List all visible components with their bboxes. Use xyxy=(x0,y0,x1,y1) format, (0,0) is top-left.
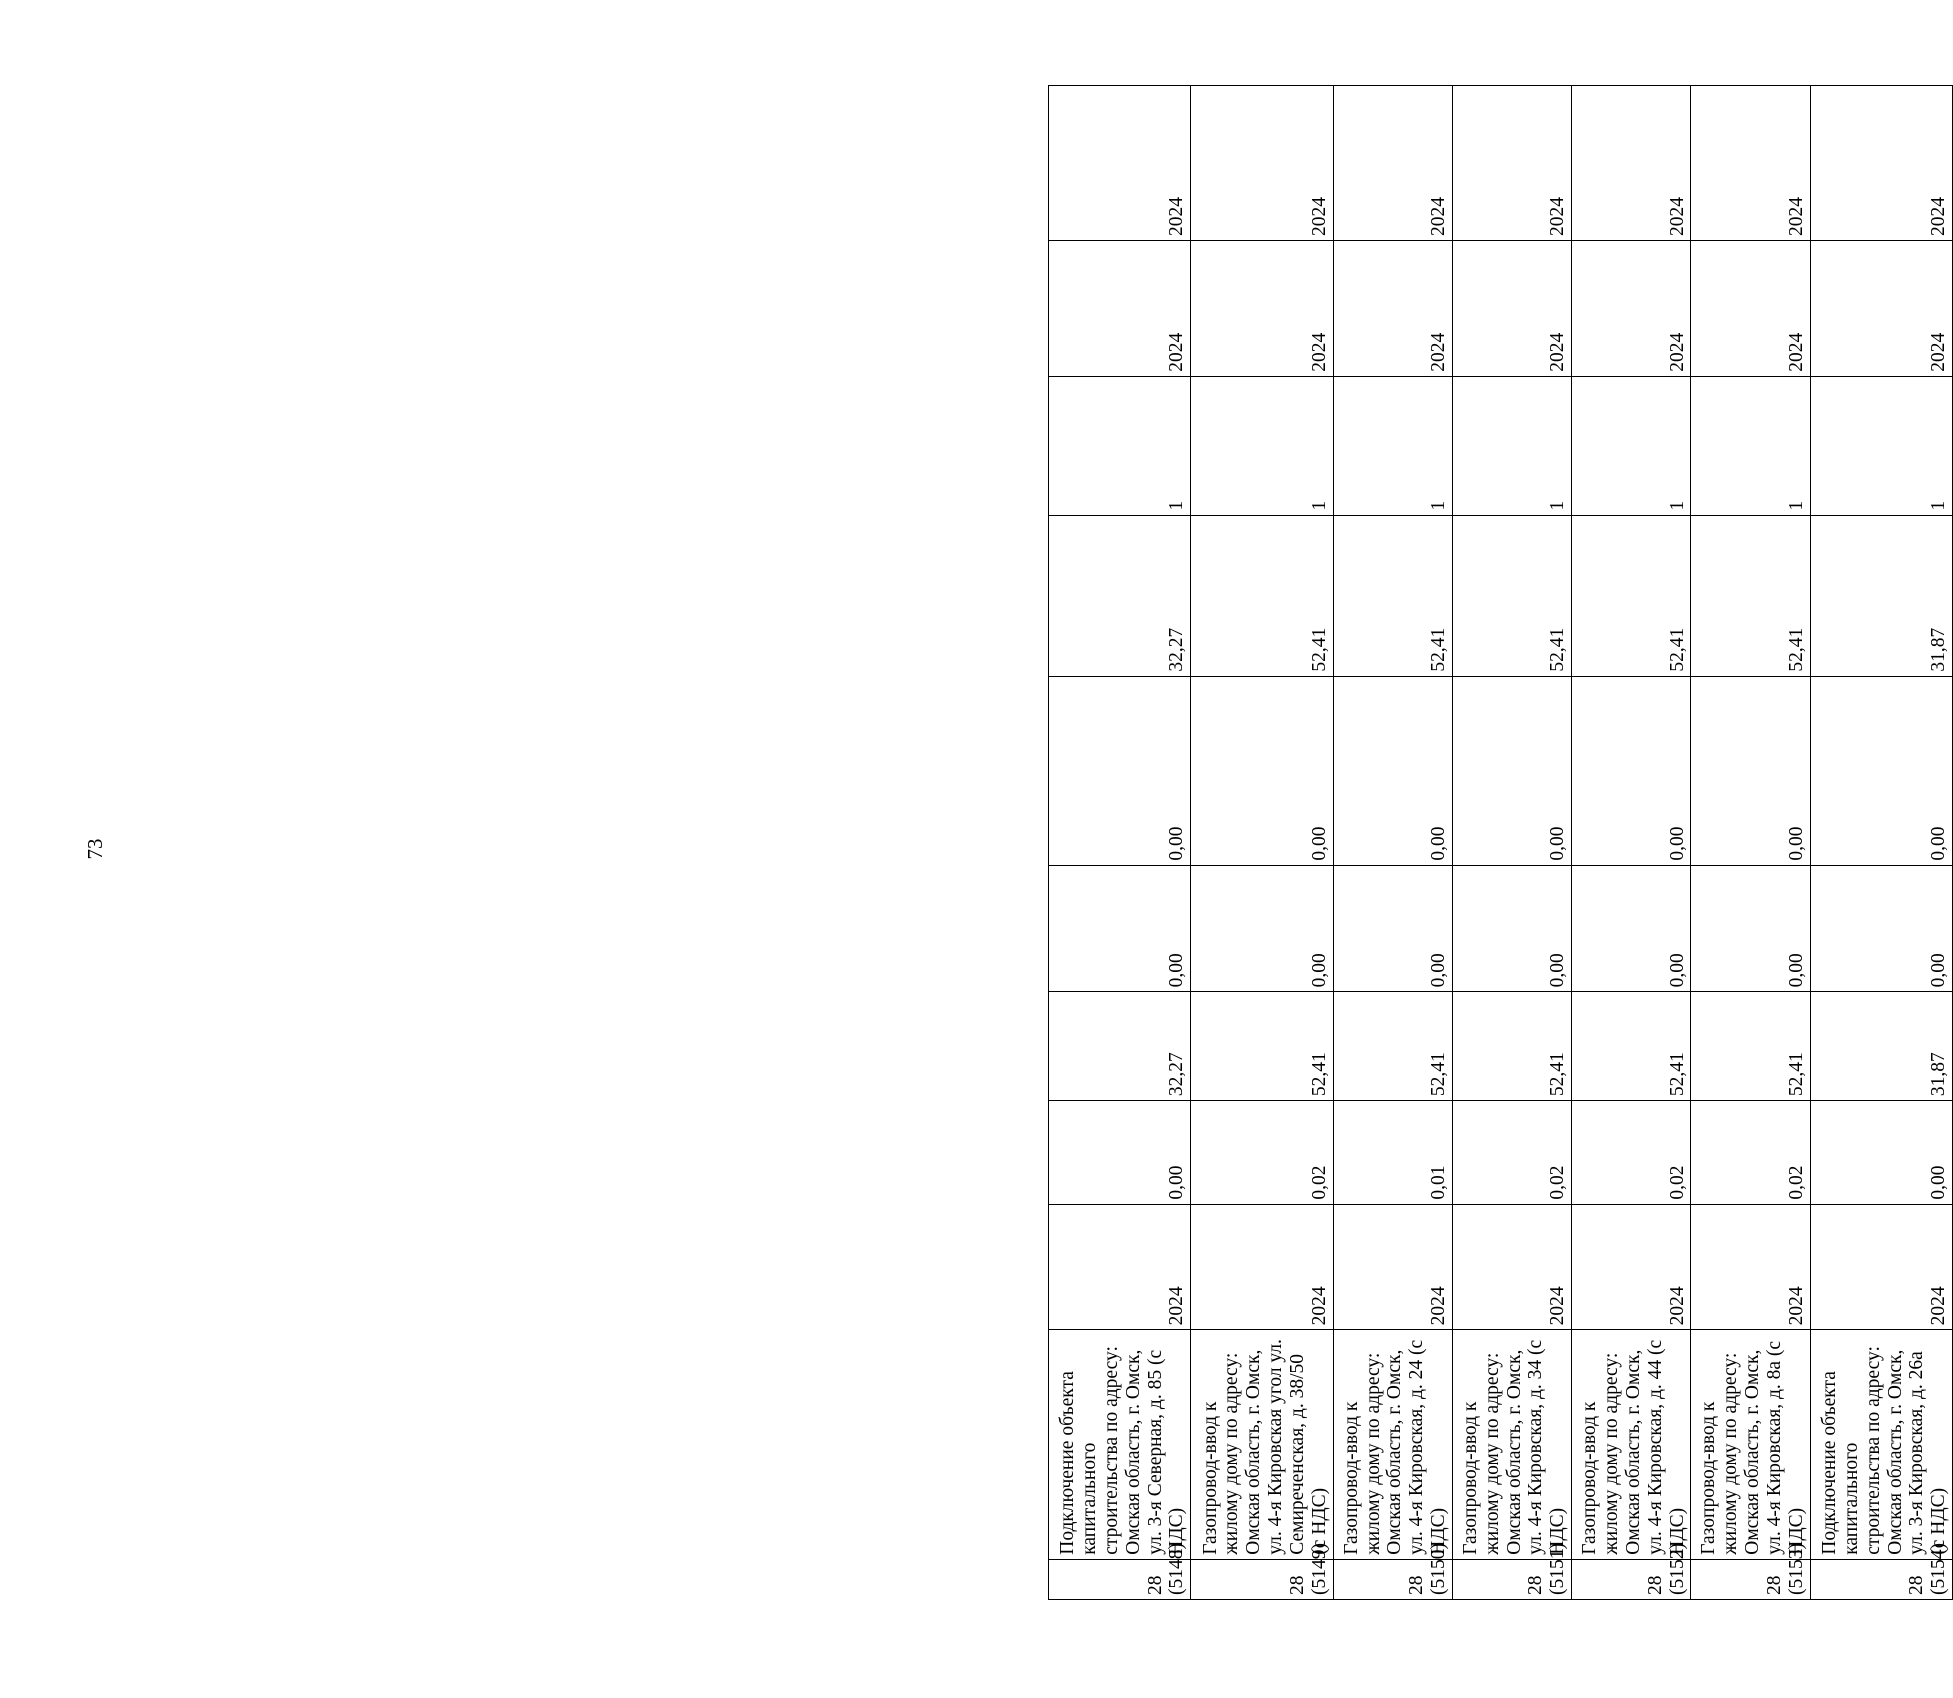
value-3-cell: 0,00 xyxy=(1452,865,1571,992)
value-2-cell: 52,41 xyxy=(1572,992,1691,1101)
row-id-cell: 28 (5150) xyxy=(1333,1559,1452,1599)
value-5-cell: 52,41 xyxy=(1572,515,1691,676)
year-start-cell: 2024 xyxy=(1691,1204,1810,1330)
value-2-cell: 31,87 xyxy=(1810,992,1952,1101)
value-3-cell: 0,00 xyxy=(1333,865,1452,992)
value-5-cell: 52,41 xyxy=(1191,515,1333,676)
value-1-cell: 0,02 xyxy=(1191,1101,1333,1205)
table-row xyxy=(1333,86,1452,1600)
row-id-cell: 28 (5149) xyxy=(1191,1559,1333,1599)
value-3-cell: 0,00 xyxy=(1810,865,1952,992)
row-id-cell: 28 (5153) xyxy=(1691,1559,1810,1599)
value-1-cell: 0,01 xyxy=(1333,1101,1452,1205)
year-start-cell: 2024 xyxy=(1572,1204,1691,1330)
rotated-table-wrapper xyxy=(1048,85,1953,1600)
table-row xyxy=(1810,86,1952,1600)
value-5-cell: 32,27 xyxy=(1049,515,1191,676)
value-5-cell: 52,41 xyxy=(1691,515,1810,676)
value-4-cell: 0,00 xyxy=(1191,676,1333,865)
quantity-cell: 1 xyxy=(1810,376,1952,515)
value-2-cell: 52,41 xyxy=(1191,992,1333,1101)
value-4-cell: 0,00 xyxy=(1452,676,1571,865)
value-5-cell: 31,87 xyxy=(1810,515,1952,676)
table-body xyxy=(1049,86,1953,1600)
year-start-cell: 2024 xyxy=(1810,1204,1952,1330)
value-3-cell: 0,00 xyxy=(1049,865,1191,992)
year-a-cell: 2024 xyxy=(1049,241,1191,377)
year-start-cell: 2024 xyxy=(1191,1204,1333,1330)
description-cell: Газопровод-ввод к жилому дому по адресу: Омская область, г. Омск, ул. 4-я Кировская, д. 8а (с НДС) xyxy=(1691,1330,1810,1559)
description-cell: Подключение объекта капитального строительства по адресу: Омская область, г. Омск, ул. 3-я Северная, д. 85 (с НДС) xyxy=(1049,1330,1191,1559)
value-5-cell: 52,41 xyxy=(1452,515,1571,676)
value-3-cell: 0,00 xyxy=(1572,865,1691,992)
value-2-cell: 52,41 xyxy=(1691,992,1810,1101)
table-row xyxy=(1049,86,1191,1600)
year-start-cell: 2024 xyxy=(1333,1204,1452,1330)
quantity-cell: 1 xyxy=(1572,376,1691,515)
description-cell: Газопровод-ввод к жилому дому по адресу: Омская область, г. Омск, ул. 4-я Кировская угол ул. Семиреченская, д. 38/50 (с НДС) xyxy=(1191,1330,1333,1559)
quantity-cell: 1 xyxy=(1452,376,1571,515)
year-a-cell: 2024 xyxy=(1452,241,1571,377)
value-1-cell: 0,02 xyxy=(1452,1101,1571,1205)
year-start-cell: 2024 xyxy=(1049,1204,1191,1330)
value-1-cell: 0,00 xyxy=(1049,1101,1191,1205)
year-a-cell: 2024 xyxy=(1572,241,1691,377)
value-3-cell: 0,00 xyxy=(1691,865,1810,992)
value-1-cell: 0,02 xyxy=(1691,1101,1810,1205)
year-b-cell: 2024 xyxy=(1452,86,1571,241)
value-4-cell: 0,00 xyxy=(1572,676,1691,865)
year-a-cell: 2024 xyxy=(1333,241,1452,377)
year-b-cell: 2024 xyxy=(1333,86,1452,241)
description-cell: Подключение объекта капитального строительства по адресу: Омская область, г. Омск, ул. 3-я Кировская, д. 26а (с НДС) xyxy=(1810,1330,1952,1559)
year-a-cell: 2024 xyxy=(1810,241,1952,377)
year-b-cell: 2024 xyxy=(1572,86,1691,241)
description-cell: Газопровод-ввод к жилому дому по адресу: Омская область, г. Омск, ул. 4-я Кировская, д. 34 (с НДС) xyxy=(1452,1330,1571,1559)
quantity-cell: 1 xyxy=(1333,376,1452,515)
table-row xyxy=(1572,86,1691,1600)
value-2-cell: 52,41 xyxy=(1452,992,1571,1101)
value-4-cell: 0,00 xyxy=(1810,676,1952,865)
value-2-cell: 32,27 xyxy=(1049,992,1191,1101)
value-4-cell: 0,00 xyxy=(1333,676,1452,865)
table-row xyxy=(1452,86,1571,1600)
year-b-cell: 2024 xyxy=(1810,86,1952,241)
value-1-cell: 0,02 xyxy=(1572,1101,1691,1205)
quantity-cell: 1 xyxy=(1191,376,1333,515)
row-id-cell: 28 (5148) xyxy=(1049,1559,1191,1599)
value-4-cell: 0,00 xyxy=(1049,676,1191,865)
table-row xyxy=(1691,86,1810,1600)
year-a-cell: 2024 xyxy=(1191,241,1333,377)
year-a-cell: 2024 xyxy=(1691,241,1810,377)
year-b-cell: 2024 xyxy=(1691,86,1810,241)
value-2-cell: 52,41 xyxy=(1333,992,1452,1101)
description-cell: Газопровод-ввод к жилому дому по адресу: Омская область, г. Омск, ул. 4-я Кировская, д. 24 (с НДС) xyxy=(1333,1330,1452,1559)
quantity-cell: 1 xyxy=(1691,376,1810,515)
value-4-cell: 0,00 xyxy=(1691,676,1810,865)
description-cell: Газопровод-ввод к жилому дому по адресу: Омская область, г. Омск, ул. 4-я Кировская, д. 44 (с НДС) xyxy=(1572,1330,1691,1559)
value-5-cell: 52,41 xyxy=(1333,515,1452,676)
value-1-cell: 0,00 xyxy=(1810,1101,1952,1205)
table-row xyxy=(1191,86,1333,1600)
row-id-cell: 28 (5151) xyxy=(1452,1559,1571,1599)
year-b-cell: 2024 xyxy=(1049,86,1191,241)
investment-table xyxy=(1048,85,1953,1600)
value-3-cell: 0,00 xyxy=(1191,865,1333,992)
quantity-cell: 1 xyxy=(1049,376,1191,515)
row-id-cell: 28 (5154) xyxy=(1810,1559,1952,1599)
year-b-cell: 2024 xyxy=(1191,86,1333,241)
year-start-cell: 2024 xyxy=(1452,1204,1571,1330)
page-number: 73 xyxy=(83,838,107,860)
row-id-cell: 28 (5152) xyxy=(1572,1559,1691,1599)
